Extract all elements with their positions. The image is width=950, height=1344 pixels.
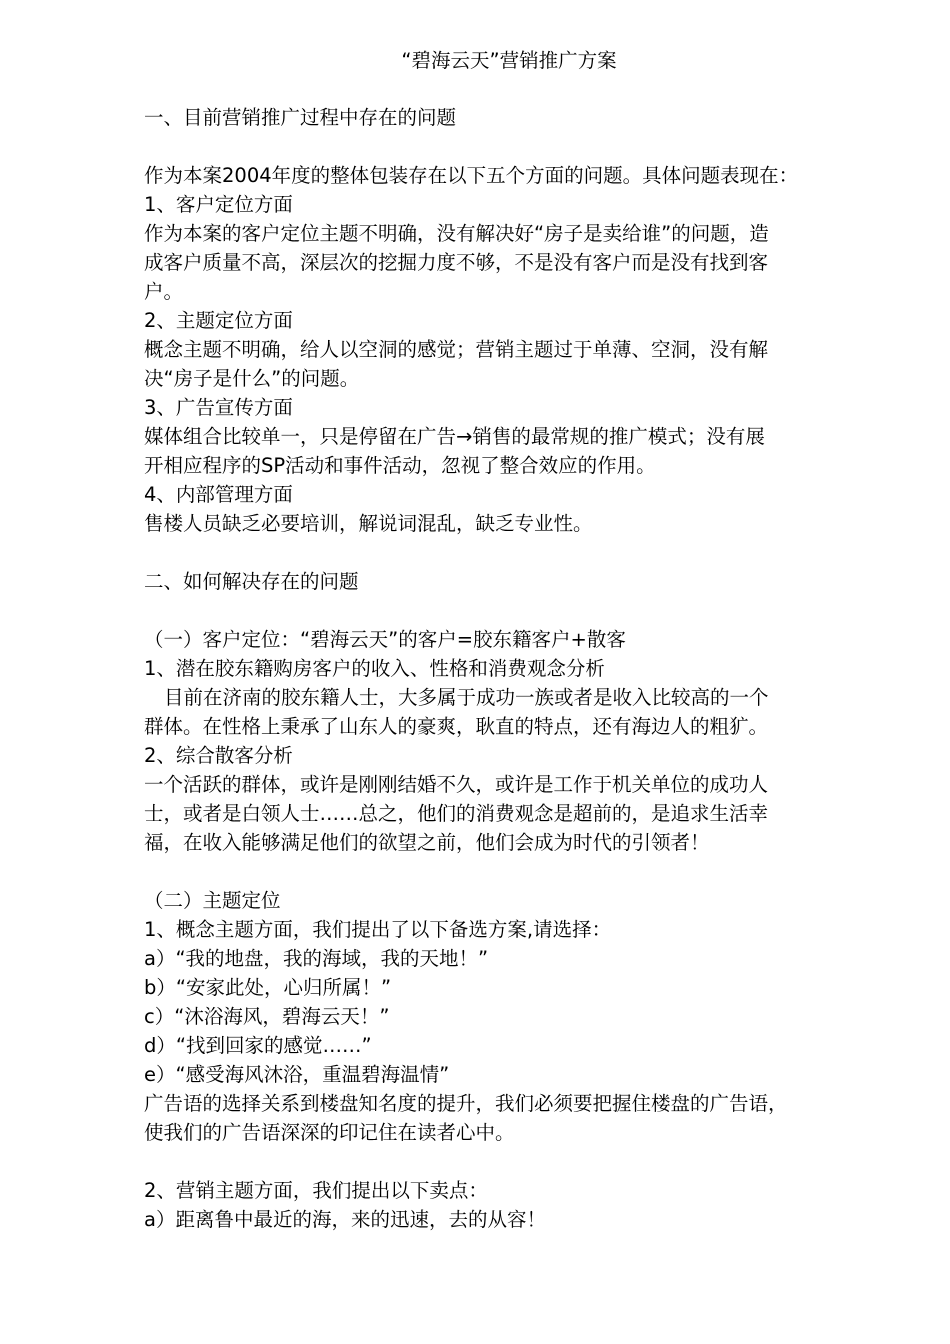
slogan-option-d: d）“找到回家的感觉……” — [144, 1034, 372, 1057]
subheading-individual-buyers: 2、综合散客分析 — [144, 744, 293, 767]
paragraph-line: 售楼人员缺乏必要培训，解说词混乱，缺乏专业性。 — [144, 512, 593, 535]
subheading-concept-theme: 1、概念主题方面，我们提出了以下备选方案,请选择： — [144, 918, 612, 941]
blank-line — [144, 1147, 892, 1176]
paragraph-line: 福，在收入能够满足他们的欲望之前，他们会成为时代的引领者！ — [144, 831, 710, 854]
blank-line — [144, 538, 892, 567]
blank-line — [144, 132, 892, 161]
subheading-jiaodong-analysis: 1、潜在胶东籍购房客户的收入、性格和消费观念分析 — [144, 657, 605, 680]
slogan-option-a: a）“我的地盘，我的海域，我的天地！” — [144, 947, 489, 970]
paragraph-line: 群体。在性格上秉承了山东人的豪爽，耿直的特点，还有海边人的粗犷。 — [144, 715, 769, 738]
subheading-internal-management: 4、内部管理方面 — [144, 483, 293, 506]
section-heading-solutions: 二、如何解决存在的问题 — [144, 570, 359, 593]
paragraph-line: 决“房子是什么”的问题。 — [144, 367, 360, 390]
paragraph-line: 士，或者是白领人士……总之，他们的消费观念是超前的，是追求生活幸 — [144, 802, 769, 825]
paragraph-line: 概念主题不明确，给人以空洞的感觉；营销主题过于单薄、空洞，没有解 — [144, 338, 769, 361]
slogan-option-b: b）“安家此处，心归所属！” — [144, 976, 392, 999]
subsection-theme-positioning: （二）主题定位 — [144, 889, 281, 912]
document-body — [144, 103, 892, 1234]
subheading-advertising: 3、广告宣传方面 — [144, 396, 293, 419]
paragraph-line: 广告语的选择关系到楼盘知名度的提升，我们必须要把握住楼盘的广告语， — [144, 1092, 788, 1115]
document-title: “碧海云天”营销推广方案 — [401, 49, 617, 72]
paragraph-line: 一个活跃的群体，或许是刚刚结婚不久，或许是工作于机关单位的成功人 — [144, 773, 769, 796]
paragraph-line: 媒体组合比较单一，只是停留在广告→销售的最常规的推广模式；没有展 — [144, 425, 765, 448]
paragraph-line: 作为本案的客户定位主题不明确，没有解决好“房子是卖给谁”的问题，造 — [144, 222, 769, 245]
paragraph-intro: 作为本案2004年度的整体包装存在以下五个方面的问题。具体问题表现在： — [144, 164, 799, 187]
slogan-option-c: c）“沐浴海风，碧海云天！” — [144, 1005, 390, 1028]
section-heading-problems: 一、目前营销推广过程中存在的问题 — [144, 106, 457, 129]
subheading-customer-positioning: 1、客户定位方面 — [144, 193, 293, 216]
paragraph-line: 开相应程序的SP活动和事件活动，忽视了整合效应的作用。 — [144, 454, 656, 477]
paragraph-line: 户。 — [144, 280, 184, 303]
paragraph-line: 使我们的广告语深深的印记住在读者心中。 — [144, 1121, 515, 1144]
blank-line — [144, 596, 892, 625]
paragraph-line: 目前在济南的胶东籍人士，大多属于成功一族或者是收入比较高的一个 — [164, 686, 769, 709]
subsection-customer-positioning: （一）客户定位：“碧海云天”的客户=胶东籍客户+散客 — [144, 628, 626, 651]
subheading-marketing-theme: 2、营销主题方面，我们提出以下卖点： — [144, 1179, 488, 1202]
paragraph-line: 成客户质量不高，深层次的挖掘力度不够，不是没有客户而是没有找到客 — [144, 251, 769, 274]
selling-point-a: a）距离鲁中最近的海，来的迅速，去的从容！ — [144, 1208, 546, 1231]
subheading-theme-positioning: 2、主题定位方面 — [144, 309, 293, 332]
blank-line — [144, 857, 892, 886]
slogan-option-e: e）“感受海风沐浴，重温碧海温情” — [144, 1063, 450, 1086]
